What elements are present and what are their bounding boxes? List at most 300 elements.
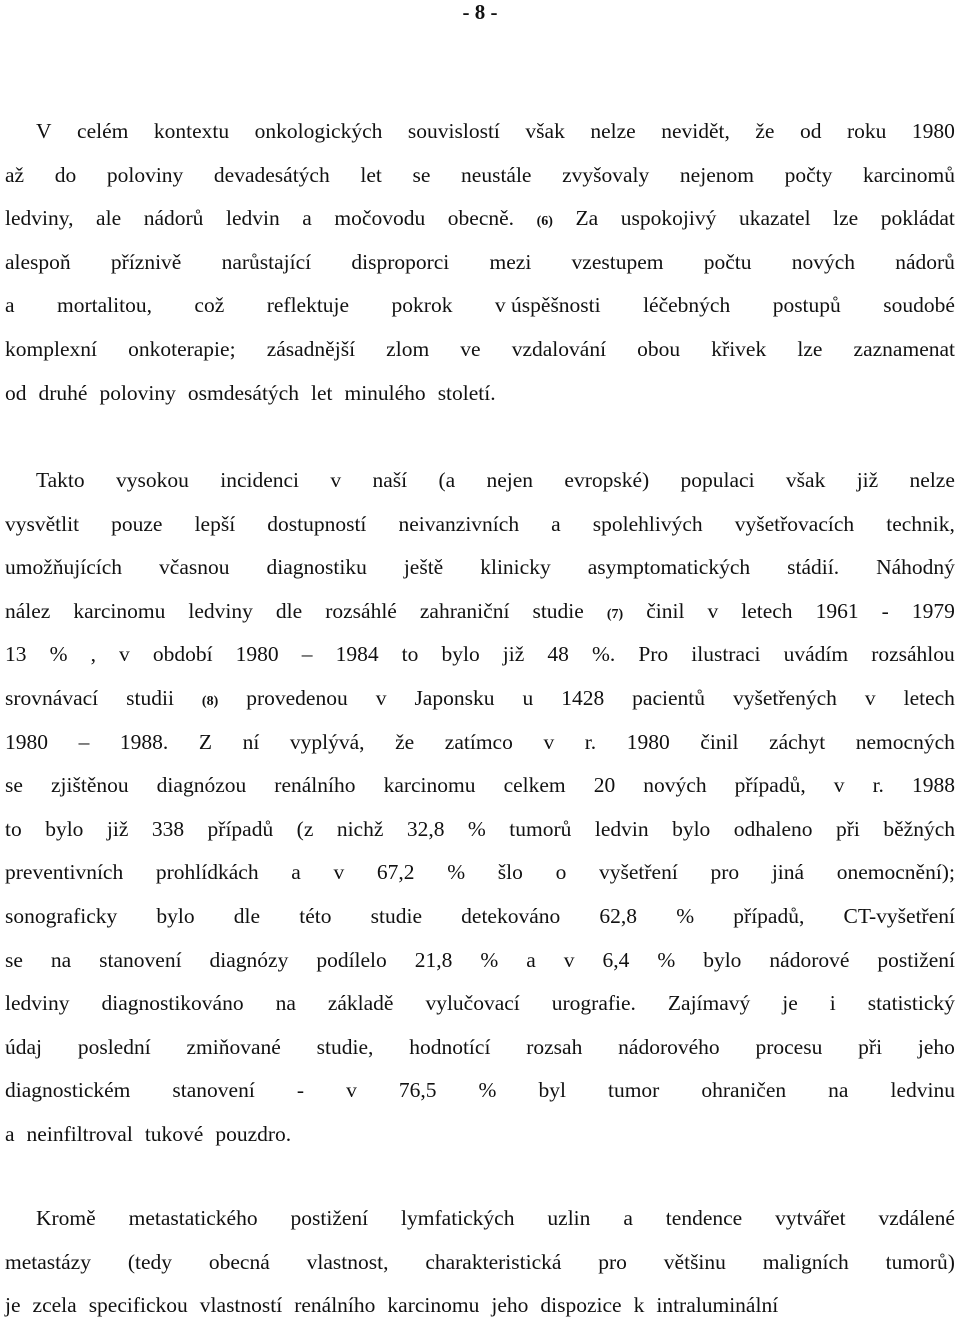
text-line [5,895,955,939]
word: 338 [151,816,185,841]
word: kontextu [153,119,230,143]
word: disproporci [351,249,450,274]
word: je [5,1293,21,1318]
text-line [5,1284,955,1328]
word: souvislostí [407,119,500,143]
text-line [5,503,955,547]
word: nejen [486,468,534,492]
word: a [526,947,536,972]
word: této [299,903,332,928]
word: v [543,729,555,754]
word: nádorů [143,206,204,231]
word: karcinomu [73,598,166,623]
word: 1980 [235,642,279,667]
word: i [829,991,836,1016]
word: 62,8 [599,903,638,928]
word: stanovení [172,1078,255,1103]
text-line [5,633,955,677]
word: obecná [208,1249,270,1274]
word: ledviny [5,991,70,1016]
word: 1980 [911,119,955,143]
word: tendence [665,1206,743,1230]
word: křivek [711,336,767,361]
word: a [291,860,301,885]
word: stanovení [99,947,182,972]
word: umožňujících [5,555,123,580]
word: 76,5 [398,1078,437,1103]
word: - [881,598,889,623]
word: poloviny [106,162,184,187]
word: k [633,1293,645,1318]
word: populaci [680,468,755,492]
word: % [467,816,486,841]
word: incidenci [220,468,300,492]
word: byl [538,1078,566,1103]
word: 1984 [335,642,379,667]
word: ohraničen [701,1078,787,1103]
word: nejenom [679,162,754,187]
word: procesu [755,1034,823,1059]
word: - [296,1078,305,1103]
word: 20 [593,773,616,798]
word: a [623,1206,633,1230]
word: osmdesátých [187,380,299,405]
word: srovnávací [5,685,99,710]
text-line [5,241,955,285]
word: Japonsku [414,685,495,710]
word: nádorového [618,1034,720,1059]
word: od [5,380,27,405]
word: zlom [386,336,430,361]
word: což [194,293,225,318]
word: studii [126,685,174,710]
word: % [657,947,676,972]
word: odhaleno [733,816,813,841]
word: pro [710,860,740,885]
word: dispozice [540,1293,622,1318]
word: poloviny [99,380,176,405]
word: charakteristická [425,1249,562,1274]
word: pokládat [880,206,955,231]
word: v [346,1078,357,1103]
word: to [401,642,419,667]
word: v [330,468,342,492]
word: 1979 [911,598,955,623]
word: již [502,642,525,667]
word: šlo [497,860,523,885]
word: lze [833,206,859,231]
text-line [5,939,955,983]
word: a [551,511,561,536]
word: studie, [316,1034,374,1059]
word: zatímco [444,729,513,754]
word: v [119,642,130,667]
word: Z [198,729,212,754]
word: příznivě [110,249,182,274]
word: % [447,860,466,885]
word: onkologických [254,119,383,143]
word: dle [275,598,303,623]
word: pro [598,1249,627,1274]
word: 1428 [561,685,605,710]
word: o [555,860,567,885]
text-line [5,1241,955,1285]
word: vytvářet [775,1206,846,1230]
word: že [395,729,415,754]
word: % [49,642,68,667]
word: prohlídkách [155,860,259,885]
word: 6,4 [602,947,630,972]
word: 1988 [912,773,955,798]
word: let [310,380,333,405]
word: většinu [663,1249,726,1274]
word: lepší [194,511,236,536]
word: pokrok [391,293,453,318]
word: dostupností [267,511,367,536]
word: Za [575,206,599,231]
word: 1988. [119,729,169,754]
word: onkoterapie; [128,336,236,361]
word: nichž [336,816,384,841]
word: pouze [111,511,163,536]
word: na [828,1078,849,1103]
word: v úspěšnosti [494,293,601,318]
text-line: ledviny, ale nádorů ledvin a močovodu obecně. (6) Za uspokojivý ukazatel lze pokládat [5,197,955,241]
word: bylo [703,947,742,972]
word: ní [242,729,260,754]
word: (a [438,468,456,492]
page-number: - 8 - [462,0,498,24]
word: vysokou [116,468,189,492]
word: diagnostiku [266,555,367,580]
word: ledvin [594,816,649,841]
word: nových [791,249,855,274]
word: při [836,816,860,841]
word: – [301,642,313,667]
word: léčebných [643,293,731,318]
word: v [563,947,575,972]
word: bylo [156,903,195,928]
word: % [480,947,499,972]
word: zmiňované [186,1034,281,1059]
word: zahraniční [419,598,510,623]
word: neinfiltroval [26,1121,133,1146]
paragraph-3 [5,1197,955,1328]
word: běžných [883,816,955,841]
word: letech [741,598,793,623]
word: % [478,1078,497,1103]
word: urografie. [551,991,636,1016]
text-line [5,372,955,416]
word: 1980 [626,729,670,754]
word: lymfatických [401,1206,515,1230]
word: studie [370,903,422,928]
word: postižení [290,1206,369,1230]
word: tukové [144,1121,204,1146]
text-line [5,982,955,1026]
word: rozsáhlou [871,642,955,667]
word: alespoň [5,249,71,274]
word: mortalitou, [57,293,152,318]
word: ale [96,206,122,231]
word: včasnou [159,555,230,580]
word: nelze [909,468,955,492]
word: 67,2 [376,860,415,885]
word: metastatického [128,1206,258,1230]
word: tumorů [509,816,572,841]
word: statistický [867,991,955,1016]
word: ledviny [188,598,253,623]
word: neivanzivních [398,511,520,536]
word: a [5,1121,15,1146]
word: hodnotící [409,1034,491,1059]
word: asymptomatických [587,555,751,580]
word: případů [207,816,274,841]
word: (tedy [127,1249,173,1274]
word: ledvinu [890,1078,955,1103]
word: Kromě [36,1206,96,1230]
text-line: nález karcinomu ledviny dle rozsáhlé zahraniční studie (7) činil v letech 1961 - 1979 [5,590,955,634]
word: v [333,860,345,885]
word: nevidět, [661,119,730,143]
text-line [5,851,955,895]
word: v [707,598,719,623]
word: spolehlivých [592,511,703,536]
word: vyšetřovacích [734,511,855,536]
word: let [360,162,382,187]
word: zjištěnou [50,773,129,798]
word: technik, [886,511,955,536]
word: reflektuje [266,293,350,318]
word: činil [646,598,685,623]
word: vylučovací [425,991,520,1016]
text-line [5,110,955,154]
word: diagnózou [156,773,247,798]
word: vlastnost, [306,1249,389,1274]
word: je [782,991,798,1016]
word: specifickou [88,1293,188,1318]
word: zásadnější [266,336,356,361]
word: letech [903,685,955,710]
word: nových [643,773,707,798]
word: zaznamenat [853,336,955,361]
word: 32,8 [406,816,445,841]
word: vzestupem [571,249,664,274]
text-line [5,1069,955,1113]
word: rozsáhlé [325,598,397,623]
word: to [5,816,22,841]
word: že [755,119,775,143]
word: nádorové [769,947,850,972]
word: však [785,468,826,492]
word: ilustraci [691,642,761,667]
word: , [90,642,96,667]
word: CT-vyšetření [843,903,955,928]
word: vzdalování [511,336,607,361]
word: do [54,162,77,187]
word: rozsah [526,1034,583,1059]
word: 1961 [815,598,859,623]
text-line [5,1026,955,1070]
word: % [676,903,695,928]
word: karcinomů [863,162,955,187]
word: r. [584,729,597,754]
word: preventivních [5,860,124,885]
word: diagnostickém [5,1078,131,1103]
word: karcinomu [383,773,476,798]
word: močovodu [334,206,426,231]
word: až [5,162,25,187]
word: ve [460,336,481,361]
word: diagnostikováno [101,991,244,1016]
word: pacientů [632,685,705,710]
text-line [5,328,955,372]
word: detekováno [461,903,561,928]
word: na [50,947,72,972]
word: případů, [733,903,805,928]
word: provedenou [246,685,348,710]
paragraph-1 [5,110,955,415]
word: stádií. [787,555,840,580]
word: při [858,1034,883,1059]
word: 1980 [5,729,48,754]
word: základě [327,991,394,1016]
word: od [799,119,822,143]
word: zcela [32,1293,77,1318]
word: druhé [38,380,88,405]
word: naší [372,468,408,492]
word: vyšetření [598,860,678,885]
text-line [5,721,955,765]
text-line [5,808,955,852]
word: nemocných [855,729,955,754]
word: ledviny, [5,206,74,231]
word: celém [77,119,129,143]
word: vlastností [199,1293,283,1318]
word: jeho [491,1293,529,1318]
word: 48 [547,642,569,667]
word: a [302,206,312,231]
word: jeho [917,1034,955,1059]
word: %. [591,642,616,667]
word: lze [797,336,823,361]
word: bylo [672,816,711,841]
paragraph-2 [5,459,955,1157]
word: dle [233,903,261,928]
word: období [152,642,213,667]
word: u [522,685,534,710]
word: počty [784,162,833,187]
word: celkem [503,773,566,798]
word: 13 [5,642,27,667]
word: již [106,816,129,841]
word: však [525,119,565,143]
word: nádorů [895,249,955,274]
word: se [412,162,431,187]
word: poslední [77,1034,151,1059]
text-line [5,546,955,590]
word: již [856,468,879,492]
word: V [36,119,52,143]
text-line [5,284,955,328]
word: klinicky [480,555,551,580]
word: devadesátých [213,162,330,187]
word: postižení [877,947,955,972]
word: r. [872,773,884,798]
word: uzlin [547,1206,591,1230]
word: na [275,991,296,1016]
word: ledvin [225,206,280,231]
word: vyplývá, [289,729,365,754]
word: ještě [403,555,444,580]
word: uvádím [783,642,849,667]
word: nelze [590,119,636,143]
word: roku [846,119,887,143]
word: se [5,773,23,798]
word: nález [5,598,51,623]
word: Náhodný [876,555,955,580]
word: karcinomu [387,1293,480,1318]
word: pouzdro. [215,1121,292,1146]
word: diagnózy [209,947,289,972]
word: postupů [772,293,841,318]
text-line [5,1197,955,1241]
word: – [78,729,90,754]
word: záchyt [769,729,826,754]
word: obecně. [447,206,515,231]
word: mezi [489,249,532,274]
word: tumorů) [885,1249,955,1274]
word: Zajímavý [667,991,751,1016]
word: počtu [703,249,752,274]
word: evropské) [564,468,650,492]
word: údaj [5,1034,43,1059]
word: intraluminální [656,1293,779,1318]
word: bylo [45,816,84,841]
word: tumor [607,1078,660,1103]
word: vysvětlit [5,511,80,536]
text-line [5,764,955,808]
word: uspokojivý [620,206,717,231]
word: se [5,947,23,972]
word: onemocnění); [836,860,955,885]
word: ukazatel [738,206,811,231]
word: zvyšovaly [562,162,650,187]
word: minulého [344,380,426,405]
word: Takto [36,468,85,492]
word: Pro [638,642,669,667]
word: 21,8 [414,947,453,972]
word: renálního [274,773,356,798]
word: maligních [762,1249,849,1274]
word: bylo [441,642,480,667]
word: (z [296,816,314,841]
text-line: srovnávací studii (8) provedenou v Japonsku u 1428 pacientů vyšetřených v letech [5,677,955,721]
word: narůstající [221,249,312,274]
word: v [833,773,845,798]
text-line [5,154,955,198]
word: a [5,293,15,318]
word: v [864,685,876,710]
word: v [375,685,387,710]
word: podílelo [316,947,387,972]
text-line [5,459,955,503]
word: metastázy [5,1249,91,1274]
word: vzdálené [878,1206,955,1230]
word: neustále [461,162,532,187]
word: činil [700,729,739,754]
word: jiná [771,860,805,885]
